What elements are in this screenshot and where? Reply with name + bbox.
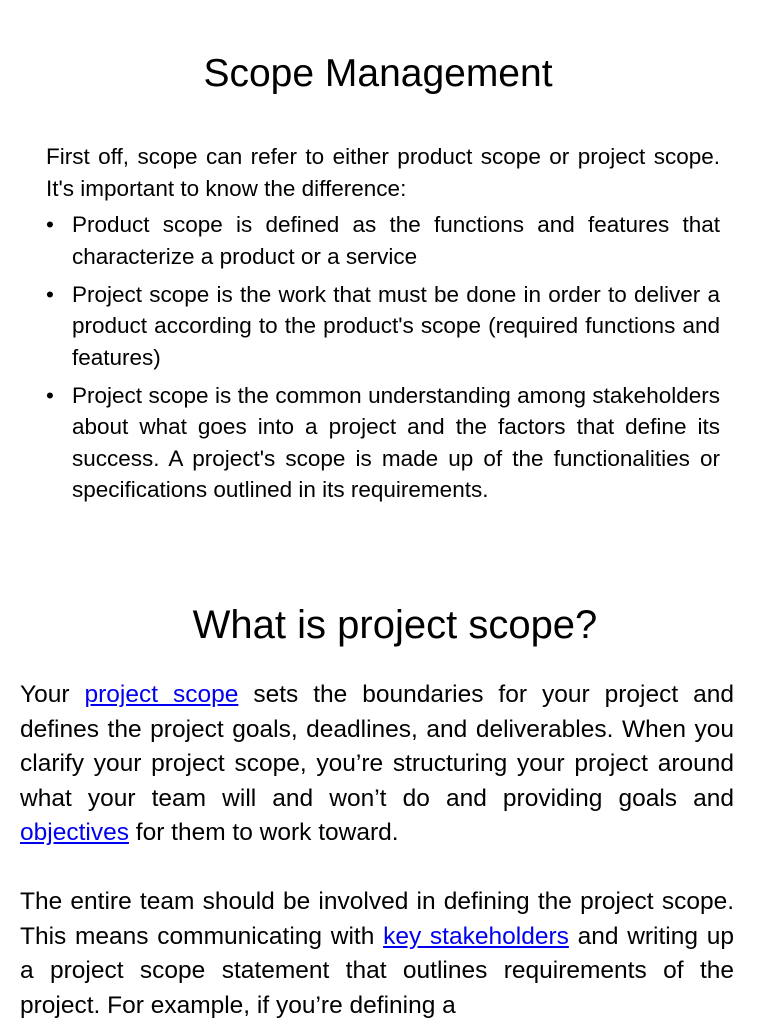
objectives-link[interactable]: objectives [20, 819, 129, 847]
key-stakeholders-link[interactable]: key stakeholders [383, 922, 569, 950]
bullet-icon: • [46, 281, 54, 307]
scope-management-heading: Scope Management [203, 52, 553, 95]
paragraph-text: for them to work toward. [128, 819, 399, 847]
intro-paragraph: First off, scope can refer to either product scope or project scope. It's important to know the difference: [46, 144, 720, 201]
project-scope-link[interactable]: project scope [84, 681, 239, 708]
bullet-icon: • [46, 212, 54, 237]
paragraph-text: sets the boundaries for your project and defines the project goals, deadlines, and deliverables. When you clarify your project scope, you’re structuring your project around what your team will and won’t do and providing goals and [20, 681, 734, 812]
scope-bullet-list [46, 209, 720, 512]
project-scope-paragraph [20, 678, 734, 851]
bullet-text: Product scope is defined as the functions and features that characterize a product or a service [72, 212, 720, 269]
bullet-text: Project scope is the common understanding among stakeholders about what goes into a project and the factors that define its success. A project's scope is made up of the functionalities or specifications outlined in its requirements. [72, 382, 720, 502]
what-is-project-scope-heading: What is project scope? [192, 603, 598, 647]
bullet-icon: • [46, 382, 54, 408]
paragraph-text: and writing up a project scope statement that outlines requirements of the project. For example, if you’re defining a [20, 922, 734, 1019]
bullet-item-project-scope-work [46, 279, 720, 374]
bullet-item-product-scope [46, 209, 720, 272]
paragraph-text: Your [20, 681, 85, 708]
bullet-item-project-scope-understanding [46, 380, 720, 506]
paragraph-text: The entire team should be involved in defining the project scope. This means communicating with [20, 888, 734, 950]
bullet-text: Project scope is the work that must be done in order to deliver a product according to the product's scope (required functions and features) [72, 281, 720, 370]
team-involvement-paragraph [20, 885, 734, 1023]
